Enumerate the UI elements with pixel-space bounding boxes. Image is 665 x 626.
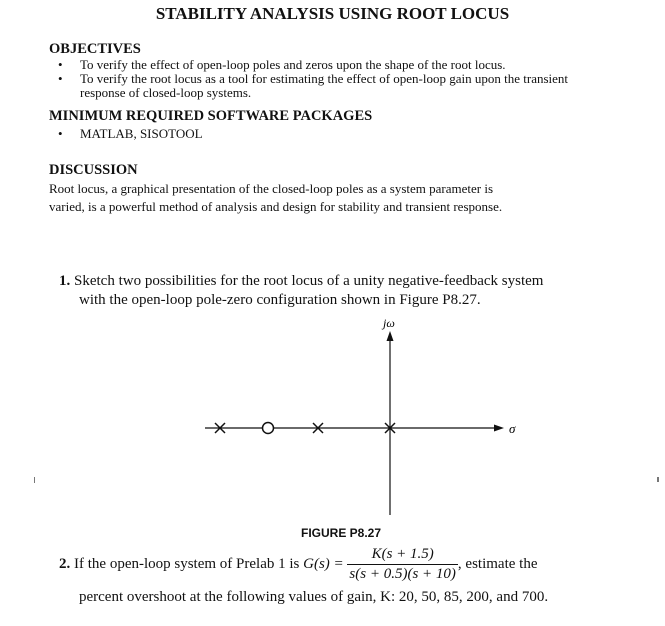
- problem-text: , estimate the: [457, 555, 538, 572]
- objectives-list: [54, 58, 664, 100]
- imaginary-axis-arrow: [387, 331, 394, 341]
- real-axis-arrow: [494, 425, 504, 432]
- objective-item: • To verify the root locus as a tool for estimating the effect of open-loop gain upon the transient: [58, 71, 569, 86]
- tf-denominator: s(s + 0.5)(s + 10): [349, 566, 456, 582]
- software-text: MATLAB, SISOTOOL: [80, 126, 203, 141]
- problem-2-line-2: percent overshoot at the following values of gain, K: 20, 50, 85, 200, and 700.: [79, 589, 549, 605]
- scan-mark: [657, 477, 659, 482]
- discussion-line: varied, is a powerful method of analysis and design for stability and transient response.: [49, 199, 503, 214]
- discussion-heading: DISCUSSION: [49, 162, 138, 178]
- problem-text: If the open-loop system of Prelab 1 is: [74, 555, 300, 572]
- objective-item-continuation: [54, 86, 664, 100]
- objectives-heading: OBJECTIVES: [49, 41, 141, 57]
- objective-item: • To verify the effect of open-loop poles and zeros upon the shape of the root locus.: [58, 57, 506, 72]
- objective-text: To verify the effect of open-loop poles and zeros upon the shape of the root locus.: [80, 57, 506, 72]
- zero-marker: [263, 423, 274, 434]
- problem-1: [59, 272, 543, 291]
- figure-caption: FIGURE P8.27: [301, 526, 382, 540]
- tf-numerator: K(s + 1.5): [347, 545, 458, 565]
- pole-zero-figure: [195, 315, 535, 525]
- scan-mark: [34, 477, 35, 483]
- problem-2: [59, 545, 537, 584]
- problem-text: Sketch two possibilities for the root locus of a unity negative-feedback system: [74, 273, 544, 289]
- software-heading: MINIMUM REQUIRED SOFTWARE PACKAGES: [49, 108, 373, 124]
- transfer-function: [347, 545, 458, 584]
- discussion-line: Root locus, a graphical presentation of the closed-loop poles as a system parameter is: [49, 181, 494, 196]
- page-title: STABILITY ANALYSIS USING ROOT LOCUS: [155, 4, 510, 23]
- objective-text: response of closed-loop systems.: [80, 85, 252, 100]
- objective-text: To verify the root locus as a tool for estimating the effect of open-loop gain upon the transient: [80, 71, 569, 86]
- software-item: • MATLAB, SISOTOOL: [58, 126, 203, 141]
- problem-number: 2.: [59, 555, 71, 572]
- imaginary-axis-label: jω: [383, 316, 395, 330]
- transfer-function-lhs: G(s) =: [303, 555, 344, 572]
- real-axis-label: σ: [509, 421, 516, 436]
- problem-number: 1.: [59, 273, 71, 289]
- problem-1-line-2: with the open-loop pole-zero configuration shown in Figure P8.27.: [79, 292, 481, 308]
